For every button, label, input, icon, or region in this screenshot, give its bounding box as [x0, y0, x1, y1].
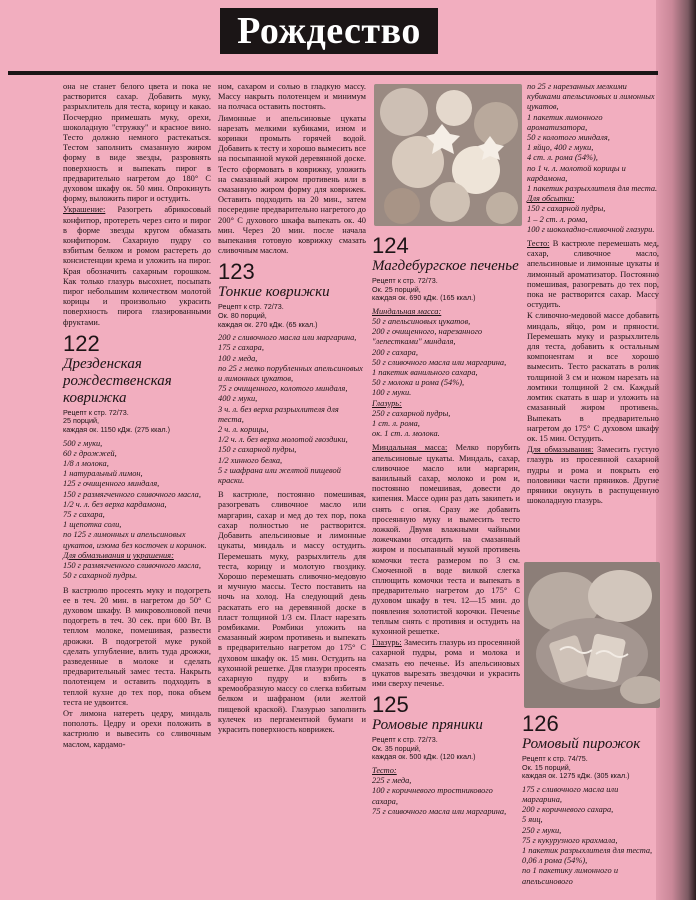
ingredient: 250 г муки, — [522, 825, 562, 835]
meta-line: каждая ок. 500 кДж. (120 ккал.) — [372, 752, 476, 762]
dough-method-label: Тесто: — [527, 239, 550, 249]
ingredient: 1 пакетик ванильного сахара, — [372, 368, 478, 377]
meta-line: каждая ок. 1150 кДж. (275 ккал.) — [63, 425, 171, 435]
coating-list — [527, 204, 659, 235]
section-title: Рождество — [237, 10, 421, 52]
ingredient: 225 г меда, — [372, 776, 412, 786]
ingredient: 60 г дрожжей, — [63, 448, 117, 458]
ingredient-list-125-cont — [527, 82, 659, 194]
glaze-list-124 — [372, 409, 520, 440]
recipe-title-123: Тонкие коврижки — [218, 284, 330, 301]
recipe-121-ending: она не станет белого цвета и пока не растворится сахар. Добавить муку, разрыхлитель для теста, корицу и какао. Посчердно примешать муку, орехи, шоколадную "стружку" и красное вино. Тесто должно немного растекаться. Тестом заполнить смазанную жиром форму в виде звезды, разровнять поверхность и выпекать пирог в предварительно нагретом до 180° С духовом шкафу ок. 50 мин. Опрокинуть форму, выложить пирог и остудить. — [63, 82, 211, 204]
glaze-method-124 — [372, 638, 520, 689]
ingredient: 150 г размягченного сливочного масла, — [63, 561, 201, 571]
ingredient: 75 г сахара, — [63, 510, 105, 520]
recipe-number-126: 126 — [522, 711, 559, 736]
ingredient: по 125 г лимонных и апельсиновых цукатов, изюма без косточек и коринок. — [63, 530, 207, 550]
recipe-number-125: 125 — [372, 692, 409, 718]
recipe-meta-126 — [522, 755, 660, 781]
meta-line: каждая ок. 690 кДж. (165 ккал.) — [372, 293, 476, 303]
dough-method-125-cont: К сливочно-медовой массе добавить миндаль, яйцо, ром и пряности. Перемешать муку и разрыхлитель для теста, добавить к остальным компонентам и все хорошо вымесить. Тесто раскатать в ролик толщиной 3 см и ножом нарезать на ломтики толщиной 2 см. Каждый ломтик скатать в шар и уложить на смазанный жиром противень. Выпекать в предварительно нагретом до 175° С духовом шкафу ок. 15 мин. Остудить. — [527, 311, 659, 443]
ingredient: 75 г кукурузного крахмала, — [522, 835, 618, 845]
ingredient: 1 щепотка соли, — [63, 520, 122, 530]
recipe-title-125: Ромовые пряники — [372, 717, 483, 734]
ingredient: по 25 г мелко порубленных апельсиновых и лимонных цукатов, — [218, 363, 363, 384]
meta-line: Рецепт к стр. 72/73. — [372, 735, 438, 745]
method-122: В кастрюлю просеять муку и подогреть ее в теч. 20 мин. в нагретом до 50° С духовом шкафу. В микроволновой печи подогреть в теч. 30 сек. при 600 Вт. В теплом молоке, помешивая, развести дрожжи. В подогретой муке рукой сделать углубление, влить туда дрожжи, разведенные в молоке и сделать предварительный замес теста. Накрыть полотенцем и оставить подходить в теплой кухне до тех пор, пока объем теста не удвоится. — [63, 585, 211, 707]
column-4-bottom — [522, 712, 660, 887]
recipe-meta-123 — [218, 303, 366, 329]
cookies-photo — [374, 84, 522, 226]
meta-line: 25 порций, — [63, 416, 100, 426]
method-label: Миндальная масса: — [372, 443, 448, 453]
ingredient: 200 г сахара, — [372, 347, 418, 357]
recipe-121-decoration — [63, 205, 211, 327]
recipe-number-123: 123 — [218, 259, 255, 285]
ingredient: ок. 1 ст. л. молока. — [372, 429, 440, 439]
ingredient-list-123 — [218, 333, 366, 486]
ingredient: 50 г молока и рома (54%), — [372, 378, 465, 388]
almond-mass-label: Миндальная масса: — [372, 306, 442, 316]
ingredient: по 1 пакетику лимонного и апельсинового — [522, 866, 619, 886]
ingredient: 1/8 л молока, — [63, 459, 109, 469]
meta-line: Рецепт к стр. 72/73. — [63, 407, 129, 417]
ingredient-list-126 — [522, 785, 660, 887]
recipe-title-126: Ромовый пирожок — [522, 736, 641, 752]
dough-method-125 — [527, 239, 659, 310]
coat-method-125 — [527, 445, 659, 506]
ingredient: 50 г колотого миндаля, — [527, 133, 610, 143]
ingredient: 100 г коричневого тростникового сахара, — [372, 786, 493, 806]
ingredient: 1 ст. л. рома, — [372, 419, 420, 429]
recipe-meta-122 — [63, 409, 211, 435]
ingredient: 250 г сахарной пудры, — [372, 408, 451, 418]
column-1 — [63, 82, 211, 751]
ingredient: 5 яиц, — [522, 815, 543, 825]
ingredient: 1 пакетик разрыхлителя для теста, — [522, 846, 653, 855]
rum-cake-photo-image — [524, 562, 660, 708]
meta-line: Рецепт к стр. 72/73. — [372, 276, 438, 285]
ingredient-list-122 — [63, 439, 211, 551]
method-123: В кастрюле, постоянно помешивая, разогревать сливочное масло или маргарин, сахар и мед до тех пор, пока сахар полностью не растворится. Добавить апельсиновые и лимонные цукаты, миндаль и массу остудить. Перемешать муку, разрыхлитель для теста, корицу и молотую гвоздику. Хорошо перемешать сливочно-медовую и мучную массы. Тесто поставить на ночь на холод. На следующий день раскатать его на деревянной доске в пласт толщиной 1/3 см. Пласт нарезать ромбиками. Ромбики уложить на смазанный жиром противень и выпекать в предварительно нагретом до 175° С духовом шкафу ок. 15 мин. Остудить на кухонной решетке. Для глазури просеять сахарную пудру и взбить в кремообразную массу со слегка взбитым белком и шафраном (или желтой пищевой краской). Глазурью заполнить кулечек из пергаментной бумаги и украсить поверхность коврижек. — [218, 490, 366, 734]
method-text: Мелко порубить апельсиновые цукаты. Миндаль, сахар, сливочное масло или маргарин, ванильный сахар, молоко и ром и, постоянно помешивая, довести до кипения. Массе один раз дать закипеть и снять с огня. Сразу же добавить просеянную муку и вымесить тесто ложкой. Двумя влажными чайными ложечками отсадить на смазанный жиром и посыпанный мукой противень комочки теста размером по 3 см. Смоченной в воде вилкой слегка сплющить комочки теста и выпекать в предварительно нагретом до 175° С духовом шкафу в теч. 12—15 мин. до появления золотистой корочки. Печенье теплым снять с противня и остудить на кухонной решетке. — [372, 443, 521, 637]
ingredient: 1 натуральный лимон, — [63, 469, 143, 479]
section-title-bar — [220, 8, 438, 54]
sub-label-122: Для обмазывания и украшения: — [63, 550, 174, 560]
ingredient: 75 г сливочного масла или маргарина, — [372, 806, 507, 816]
ingredient: 1 яйцо, 400 г муки, — [527, 143, 594, 153]
meta-line: Ок. 25 порций, — [372, 284, 421, 294]
column-3 — [372, 234, 520, 817]
recipe-title-124: Магдебургское печенье — [372, 258, 519, 274]
meta-line: Ок. 35 порций, — [372, 743, 421, 753]
coat-method-text: Замесить густую глазурь из просеянной сахарной пудры и рома и покрыть ею половинки части пряников. Другие пряники окунуть в распущенную шоколадную глазурь. — [527, 445, 659, 506]
ingredient: 400 г муки, — [218, 394, 258, 404]
meta-line: Рецепт к стр. 72/73. — [218, 302, 284, 312]
method-124 — [372, 443, 520, 637]
ingredient: 50 г апельсиновых цукатов, — [372, 316, 471, 326]
ingredient: 5 г шафрана или желтой пищевой краски. — [218, 465, 341, 486]
recipe-number-122: 122 — [63, 330, 100, 356]
ingredient: 175 г сахара, — [218, 343, 264, 353]
rum-cake-photo — [524, 562, 660, 708]
coating-label: Для обсыпки: — [527, 194, 575, 204]
recipe-number-124: 124 — [372, 233, 409, 258]
meta-line: Ок. 15 порций, — [522, 762, 571, 772]
ingredient: 200 г коричневого сахара, — [522, 805, 614, 815]
ingredient: 200 г сливочного масла или маргарина, — [218, 333, 357, 343]
ingredient: 3 ч. л. без верха разрыхлителя для теста, — [218, 404, 339, 424]
method-122-cont: От лимона натереть цедру, миндаль пополоть. Цедру и орехи положить в кастрюлю и вывесить со сливочным маслом, кардамо- — [63, 708, 211, 749]
header-rule — [8, 71, 658, 75]
ingredient: по 1 ч. л. молотой корицы и кардамона, — [527, 163, 626, 183]
ingredient-list-125 — [372, 776, 520, 817]
ingredient: 100 г муки. — [372, 388, 412, 398]
ingredient: 150 г сахарной пудры, — [527, 204, 606, 214]
glaze-method-text: Замесить глазурь из просеянной сахарной пудры, рома и молока и смазать ею печенье. Из апельсиновых цукатов вырезать звездочки и украсить ими сверху печенье. — [372, 638, 520, 689]
ingredient: 500 г муки, — [63, 438, 103, 448]
meta-line: каждая ок. 1275 кДж. (305 ккал.) — [522, 771, 630, 781]
ingredient: 75 г очищенного, колотого миндаля, — [218, 384, 348, 394]
recipe-meta-124 — [372, 277, 520, 303]
dough-method-text: В кастрюле перемешать мед, сахар, сливочное масло, апельсиновые и лимонные цукаты и лимонный ароматизатор. Постоянно помешивая, разогревать до тех пор, пока не растворится сахар. Массу остудить. — [527, 239, 659, 310]
ingredient: 150 г сахарной пудры, — [218, 445, 297, 455]
recipe-meta-125 — [372, 736, 520, 762]
ingredient: 100 г шоколадно-сливочной глазури. — [527, 224, 655, 234]
ingredient: 1 – 2 ст. л. рома, — [527, 214, 588, 224]
ingredient: 1/2 ч. л. без верха молотой гвоздики, — [218, 435, 348, 445]
ingredient: 2 ч. л. корицы, — [218, 425, 269, 435]
column-4 — [527, 82, 659, 507]
ingredient: 1 пакетик разрыхлителя для теста. — [527, 184, 658, 194]
recipe-title-122: Дрезденская рождественская коврижка — [63, 355, 172, 406]
ingredient: 4 ст. л. рома (54%), — [527, 153, 598, 163]
recipe-122-cont: ном, сахаром и солью в гладкую массу. Массу накрыть полотенцем и минимум на полчаса оставить постоять. — [218, 82, 366, 112]
ingredient: 50 г сахарной пудры. — [63, 571, 138, 581]
ingredient: 100 г меда, — [218, 353, 258, 363]
ingredient: 50 г сливочного масла или маргарина, — [372, 357, 507, 367]
decoration-label: Украшение: — [63, 205, 106, 215]
ingredient: 1 пакетик лимонного ароматизатора, — [527, 112, 603, 132]
meta-line: Рецепт к стр. 74/75. — [522, 754, 588, 763]
page-spine-shadow — [656, 0, 696, 900]
ingredient: 1/2 хинного белка, — [218, 455, 283, 465]
ingredient: 175 г сливочного масла или маргарина, — [522, 784, 619, 804]
decoration-text: Разогреть абрикосовый конфитюр, протереть через сито и пирог в форме звезды кругом обмазать конфитюром. Сахарную пудру со взбитым белком и ромом растереть до консистенции крема и уложить на пирог. Края обозначить сахарным горошком. Как только глазурь высохнет, посыпать пирог небольшим количеством молотой корицы и произвольно украсить поверхность пирога глазированными фруктами. — [63, 205, 211, 327]
cookies-photo-image — [374, 84, 522, 226]
meta-line: Ок. 80 порций, — [218, 311, 267, 321]
recipe-122-cont2: Лимонные и апельсиновые цукаты нарезать мелкими кубиками, изюм и коринки промыть горячей водой. Добавить к тесту и хорошо вымесить все на посыпанной мукой деревянной доске. Тесто сформовать в коврижку, уложить на смазанный жиром противень или в смазанную жиром форму для коврижек. Оставить подходить на 20 мин., затем посередине предварительно нагретого до 200° С духового шкафа выпекать ок. 40 мин. Через 20 мин. после начала выпекания готовую коврижку смазать сливочным маслом. — [218, 113, 366, 256]
ingredient: 150 г размягченного сливочного масла, — [63, 489, 201, 499]
meta-line: каждая ок. 270 кДж. (65 ккал.) — [218, 319, 318, 329]
glaze-method-label: Глазурь: — [372, 638, 402, 648]
ingredient: 200 г очищенного, нарезанного "лепестками" миндаля, — [372, 327, 483, 347]
ingredient: 1/2 ч. л. без верха кардамона, — [63, 499, 167, 509]
sub-ingredient-list-122 — [63, 561, 211, 581]
ingredient: 125 г очищенного миндаля, — [63, 479, 160, 489]
glaze-label: Глазурь: — [372, 398, 402, 408]
ingredient: 0,06 л рома (54%), — [522, 856, 588, 866]
column-2 — [218, 82, 366, 736]
ingredient-list-124 — [372, 317, 520, 399]
dough-label-125: Тесто: — [372, 766, 397, 776]
ingredient: по 25 г нарезанных мелкими кубиками апельсиновых и лимонных цукатов, — [527, 82, 655, 112]
coat-method-label: Для обмазывания: — [527, 445, 594, 455]
